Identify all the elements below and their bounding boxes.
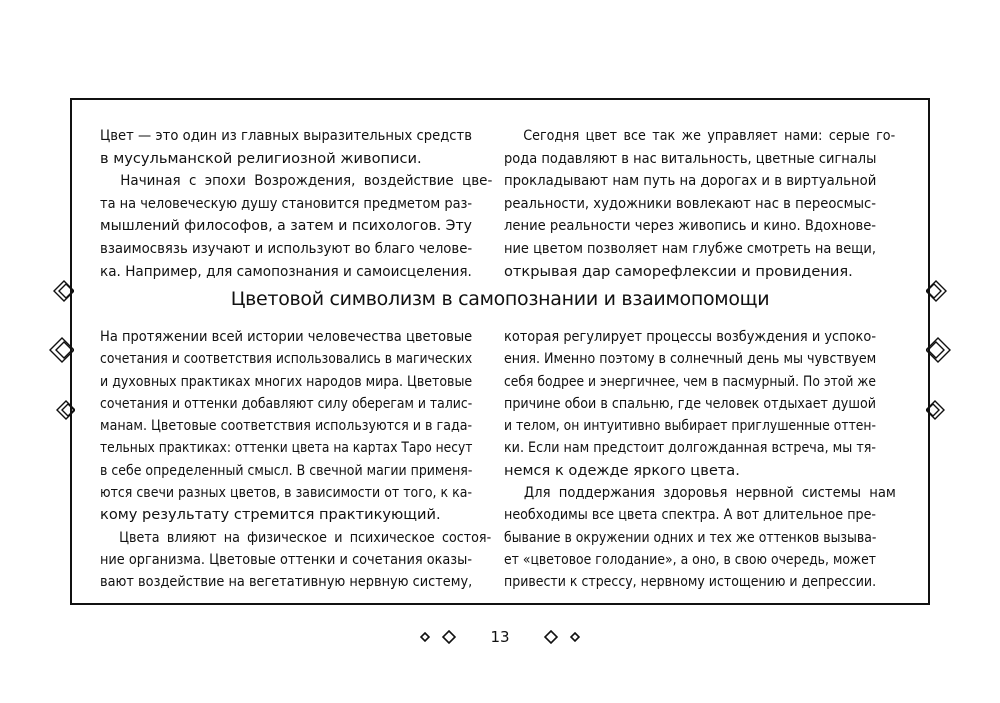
text-line: в мусульманской религиозной живописи. bbox=[100, 149, 422, 167]
text-line: Цвета влияют на физическое и психическое состоя- bbox=[119, 528, 492, 546]
text-line: реальности, художники вовлекают нас в переосмыс- bbox=[504, 194, 876, 212]
text-line: та на человеческую душу становится предметом раз- bbox=[100, 194, 473, 212]
text-line: Цвет — это один из главных выразительных средств bbox=[100, 127, 472, 144]
text-line: Начиная с эпохи Возрождения, воздействие цве- bbox=[120, 172, 493, 190]
text-line: которая регулирует процессы возбуждения и успоко- bbox=[504, 328, 876, 345]
text-line: необходимы все цвета спектра. А вот длительное пре- bbox=[504, 506, 876, 524]
text-line: Для поддержания здоровья нервной системы нам bbox=[523, 484, 896, 502]
text-line: и духовных практиках многих народов мира. Цветовые bbox=[100, 372, 473, 390]
diamond-small-icon bbox=[420, 632, 430, 642]
ornament-right-top-icon bbox=[926, 279, 948, 303]
text-line: рода подавляют в нас витальность, цветные сигналы bbox=[504, 149, 877, 167]
text-line: манам. Цветовые соответствия используются и в гада- bbox=[100, 417, 473, 435]
text-line: ние цветом позволяет нам глубже смотреть на вещи, bbox=[504, 239, 876, 257]
ornament-left-middle-icon bbox=[48, 334, 74, 366]
text-line: ка. Например, для самопознания и самоисцеления. bbox=[100, 262, 472, 280]
text-line: бывание в окружении одних и тех же оттенков вызыва- bbox=[504, 528, 877, 546]
text-line: тельных практиках: оттенки цвета на картах Таро несут bbox=[100, 439, 473, 457]
text-line: открывая дар саморефлексии и провидения. bbox=[504, 262, 853, 280]
text-column-bottom-left bbox=[100, 326, 492, 594]
text-column-bottom-right bbox=[504, 326, 896, 594]
text-line: сочетания и соответствия использовались в магических bbox=[100, 350, 473, 368]
ornament-right-middle-icon bbox=[926, 334, 952, 366]
text-line: в себе определенный смысл. В свечной магии применя- bbox=[100, 461, 473, 479]
text-line: На протяжении всей истории человечества цветовые bbox=[100, 328, 473, 345]
text-line: привести к стрессу, нервному истощению и депрессии. bbox=[504, 573, 877, 591]
text-line: ки. Если нам предстоит долгожданная встреча, мы тя- bbox=[504, 439, 876, 457]
text-column-top-left bbox=[100, 125, 493, 283]
text-line: ление реальности через живопись и кино. Вдохнове- bbox=[504, 217, 877, 235]
page-footer bbox=[0, 628, 1000, 646]
text-line: и телом, он интуитивно выбирает приглушенные оттен- bbox=[504, 417, 876, 435]
ornament-left-bottom-icon bbox=[55, 399, 75, 421]
text-line: мышлений философов, а затем и психологов. Эту bbox=[100, 217, 473, 235]
text-line: ние организма. Цветовые оттенки и сочетания оказы- bbox=[100, 550, 472, 568]
section-heading: Цветовой символизм в самопознании и взаимопомощи bbox=[230, 288, 770, 310]
text-line: взаимосвязь изучают и используют во благо челове- bbox=[100, 239, 473, 257]
text-line: сочетания и оттенки добавляют силу оберегам и талис- bbox=[100, 394, 473, 412]
page-frame bbox=[70, 98, 930, 605]
text-line: ет «цветовое голодание», а оно, в свою очередь, может bbox=[504, 550, 876, 568]
diamond-large-icon bbox=[442, 630, 456, 644]
text-line: себя бодрее и энергичнее, чем в пасмурный. По этой же bbox=[504, 372, 876, 390]
diamond-small-icon bbox=[570, 632, 580, 642]
ornament-right-bottom-icon bbox=[926, 399, 946, 421]
text-line: причине обои в спальню, где человек отдыхает душой bbox=[504, 394, 876, 412]
diamond-large-icon bbox=[544, 630, 558, 644]
text-line: Сегодня цвет все так же управляет нами: серые го- bbox=[523, 127, 896, 144]
text-line: кому результату стремится практикующий. bbox=[100, 506, 441, 524]
ornament-left-top-icon bbox=[52, 279, 74, 303]
text-line: немся к одежде яркого цвета. bbox=[504, 461, 740, 479]
text-line: ения. Именно поэтому в солнечный день мы чувствуем bbox=[504, 350, 877, 368]
text-column-top-right bbox=[504, 125, 896, 283]
text-line: вают воздействие на вегетативную нервную систему, bbox=[100, 573, 473, 591]
page-number: 13 bbox=[490, 628, 510, 646]
text-line: ются свечи разных цветов, в зависимости от того, к ка- bbox=[100, 484, 472, 502]
text-line: прокладывают нам путь на дорогах и в виртуальной bbox=[504, 172, 877, 190]
